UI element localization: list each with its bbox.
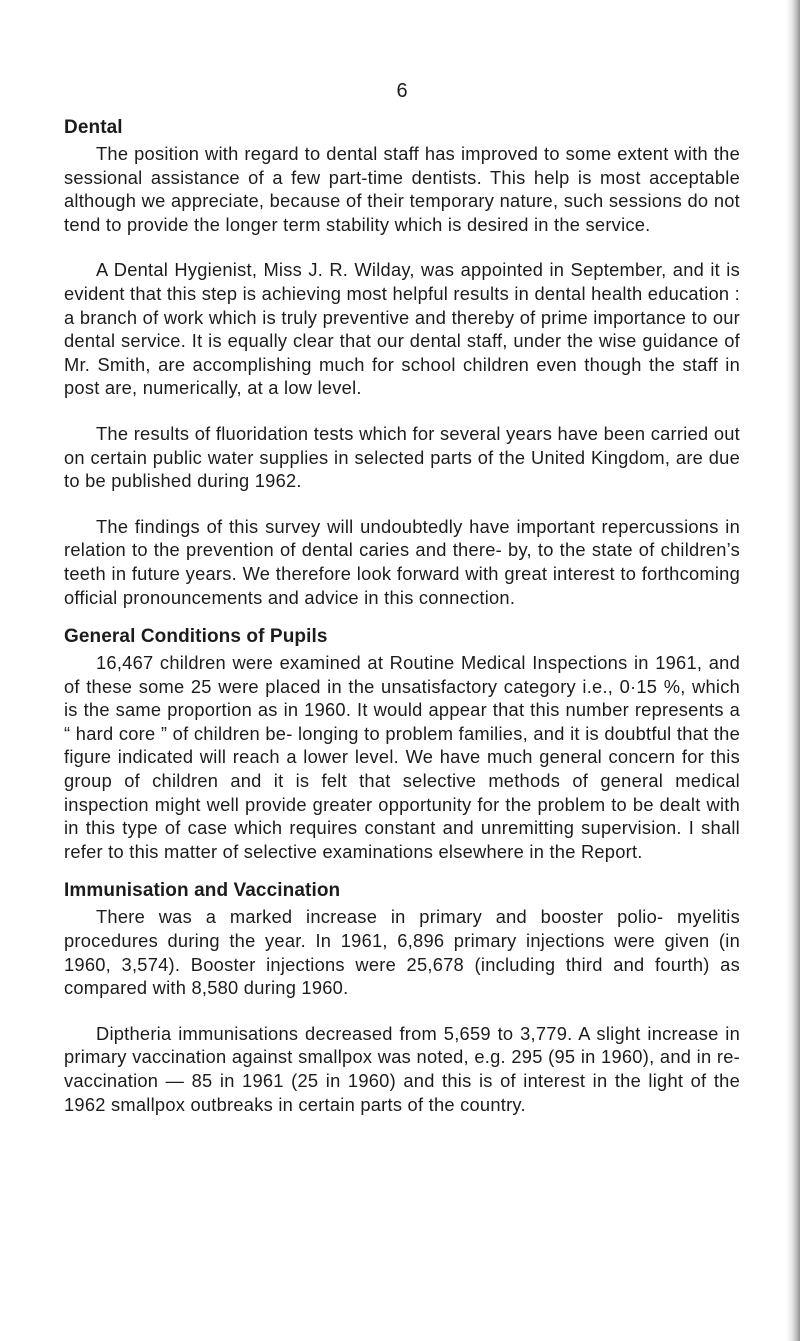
immunisation-paragraph-2: Diptheria immunisations decreased from 5,659 to 3,779. A slight increase in primary vaccination against smallpox was noted, e.g. 295 (95 in 1960), and in re-vaccination — 85 in 1961 (25 in 1960) and this is of interest in the light of the 1962 smallpox outbreaks in certain parts of the country. [64, 1022, 740, 1115]
page-number: 6 [396, 80, 408, 102]
section-heading-dental: Dental [64, 117, 123, 138]
dental-paragraph-4: The findings of this survey will undoubtedly have important repercussions in relation to the prevention of dental caries and there- by, to the state of children’s teeth in future years. We therefore look forward with great interest to forthcoming official pronouncements and advice in this connection. [64, 515, 740, 608]
section-heading-general-conditions: General Conditions of Pupils [64, 626, 328, 648]
immunisation-paragraph-1: There was a marked increase in primary and booster polio- myelitis procedures during the year. In 1961, 6,896 primary injections were given (in 1960, 3,574). Booster injections were 25,678 (including third and fourth) as compared with 8,580 during 1960. [64, 906, 740, 999]
general-conditions-paragraph-1: 16,467 children were examined at Routine Medical Inspections in 1961, and of these some 25 were placed in the unsatisfactory category i.e., 0·15 %, which is the same proportion as in 1960. It would appear that this number represents a “ hard core ” of children be- longing to problem families, and it is doubtful that the figure indicated will reach a lower level. We have much general concern for this group of children and it is felt that selective methods of general medical inspection might well provide greater opportunity for the problem to be dealt with in this type of case which requires constant and unremitting supervision. I shall refer to this matter of selective examinations elsewhere in the Report. [64, 652, 740, 862]
dental-paragraph-3: The results of fluoridation tests which for several years have been carried out on certain public water supplies in selected parts of the United Kingdom, are due to be published during 1962. [64, 422, 740, 492]
document-body [64, 114, 740, 1116]
dental-paragraph-1: The position with regard to dental staff has improved to some extent with the sessional assistance of a few part-time dentists. This help is most acceptable although we appreciate, because of their temporary nature, such sessions do not tend to provide the longer term stability which is desired in the service. [64, 143, 740, 235]
section-heading-immunisation: Immunisation and Vaccination [64, 880, 341, 902]
dental-paragraph-2: A Dental Hygienist, Miss J. R. Wilday, was appointed in September, and it is evident that this step is achieving most helpful results in dental health education : a branch of work which is truly preventive and thereby of prime importance to our dental service. It is equally clear that our dental staff, under the wise guidance of Mr. Smith, are accomplishing much for school children even though the staff in post are, numerically, at a low level. [64, 259, 740, 399]
page-edge-shadow [786, 0, 800, 1341]
